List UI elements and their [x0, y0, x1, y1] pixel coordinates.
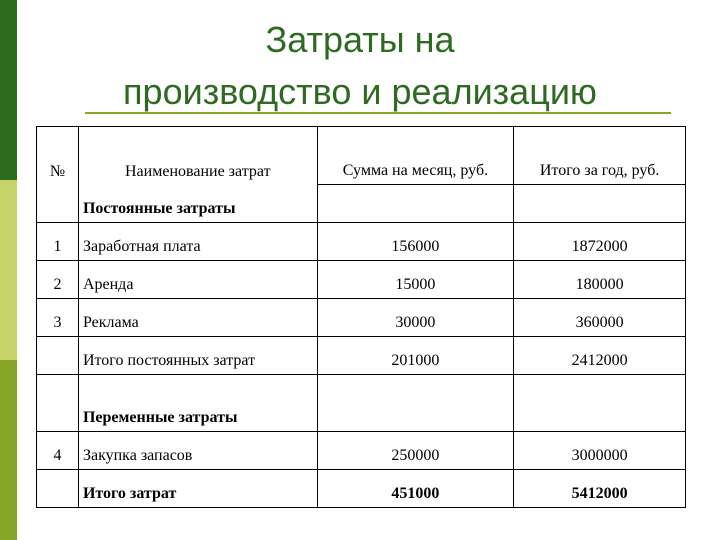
header-yearly: Итого за год, руб. — [514, 127, 686, 185]
row-monthly: 30000 — [317, 299, 514, 337]
fixed-total-monthly: 201000 — [317, 337, 514, 375]
slide-title — [40, 14, 680, 118]
slide-title-line2: производство и реализацию — [123, 71, 597, 112]
row-monthly: 15000 — [317, 261, 514, 299]
accent-bar-middle — [0, 180, 17, 360]
slide-title-line1: Затраты на — [265, 19, 455, 60]
table-header-row — [37, 127, 686, 185]
table-cell — [317, 185, 514, 223]
table-cell — [514, 375, 686, 432]
table-cell — [37, 470, 79, 508]
table-cell — [37, 185, 79, 223]
row-name: Аренда — [78, 261, 317, 299]
table-row — [37, 299, 686, 337]
table-row — [37, 432, 686, 470]
row-name: Реклама — [78, 299, 317, 337]
section-label-fixed: Постоянные затраты — [78, 185, 317, 223]
header-no: № — [37, 127, 79, 185]
row-name: Закупка запасов — [78, 432, 317, 470]
row-yearly: 3000000 — [514, 432, 686, 470]
row-monthly: 250000 — [317, 432, 514, 470]
grand-total-monthly: 451000 — [317, 470, 514, 508]
table-cell — [317, 375, 514, 432]
grand-total-row — [37, 470, 686, 508]
row-no: 1 — [37, 223, 79, 261]
row-yearly: 180000 — [514, 261, 686, 299]
table-cell — [514, 185, 686, 223]
grand-total-yearly: 5412000 — [514, 470, 686, 508]
fixed-total-label: Итого постоянных затрат — [78, 337, 317, 375]
section-row-fixed — [37, 185, 686, 223]
costs-table — [36, 126, 686, 508]
table-row — [37, 223, 686, 261]
fixed-total-row — [37, 337, 686, 375]
section-row-variable — [37, 375, 686, 432]
title-underline — [85, 112, 671, 114]
row-no: 2 — [37, 261, 79, 299]
row-name: Заработная плата — [78, 223, 317, 261]
fixed-total-yearly: 2412000 — [514, 337, 686, 375]
header-monthly: Сумма на месяц, руб. — [317, 127, 514, 185]
row-yearly: 360000 — [514, 299, 686, 337]
accent-bar-bottom — [0, 360, 17, 540]
accent-bar-top — [0, 0, 17, 180]
section-label-variable: Переменные затраты — [78, 375, 317, 432]
row-no: 4 — [37, 432, 79, 470]
row-yearly: 1872000 — [514, 223, 686, 261]
header-name: Наименование затрат — [78, 127, 317, 185]
table-row — [37, 261, 686, 299]
row-monthly: 156000 — [317, 223, 514, 261]
row-no: 3 — [37, 299, 79, 337]
table-cell — [37, 337, 79, 375]
grand-total-label: Итого затрат — [78, 470, 317, 508]
table-cell — [37, 375, 79, 432]
